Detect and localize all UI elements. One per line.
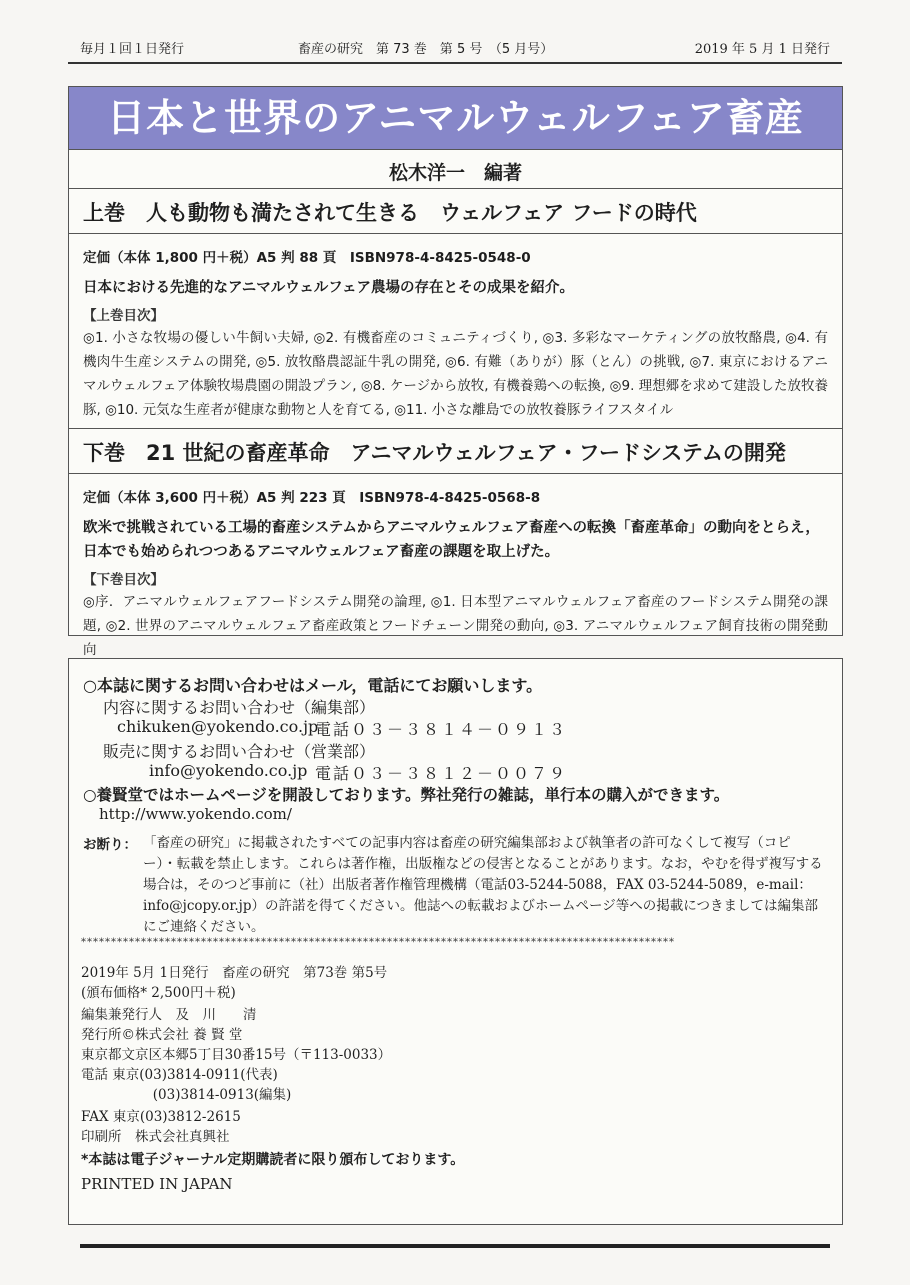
notice-text: 「畜産の研究」に掲載されたすべての記事内容は畜産の研究編集部および執筆者の許可なくして複写（コピー）・転載を禁止します。これらは著作権，出版権などの侵害となることがあります。なお，やむを得ず複写する場合は，そのつど事前に（社）出版者著作権管理機構（電話03-5244-5088，FAX 03-5244-5089，e-mail：info@jcopy.or.jp）の許諾を得てください。他誌への転載およびホームページ等への掲載につきましては編集部にご連絡ください。 xyxy=(143,835,823,935)
vol2-heading: 下巻 21 世紀の畜産革命 アニマルウェルフェア・フードシステムの開発 xyxy=(69,428,842,474)
colophon-line: 東京都文京区本郷5丁目30番15号（〒113-0033） xyxy=(81,1047,392,1063)
copyright-notice xyxy=(83,833,823,938)
vol1-toc: ◎1. 小さな牧場の優しい牛飼い夫婦, ◎2. 有機畜産のコミュニティづくり, ◎3. 多彩なマーケティングの放牧酪農, ◎4. 有機肉牛生産システムの開発, ◎5. 放牧酪農認証牛乳の開発, ◎6. 有難（ありが）豚（とん）の挑戦, ◎7. 東京におけるアニマルウェルフェア体験牧場農園の開設プラン, ◎8. ケージから放牧, 有機養鶏への転換, ◎9. 理想郷を求めて建設した放牧養豚, ◎10. 元気な生産者が健康な動物と人を育てる, ◎11. 小さな離島での放牧養豚ライフスタイル xyxy=(83,330,828,418)
sales-email[interactable]: info@yokendo.co.jp xyxy=(149,761,308,780)
sales-phone: 電話０３－３８１２－００７９ xyxy=(315,764,568,783)
header-rule xyxy=(68,62,842,64)
issue-frequency: 毎月１回１日発行 xyxy=(80,42,185,57)
vol1-description: 日本における先進的なアニマルウェルフェア農場の存在とその成果を紹介。 xyxy=(83,280,574,296)
ad-title: 日本と世界のアニマルウェルフェア畜産 xyxy=(69,87,842,150)
notice-label: お断り： xyxy=(83,837,137,853)
colophon-line: (03)3814-0913(編集) xyxy=(81,1087,292,1103)
colophon-line: 発行所©株式会社 養 賢 堂 xyxy=(81,1027,243,1043)
colophon-line: (頒布価格* 2,500円＋税) xyxy=(81,985,236,1001)
colophon-line: FAX 東京(03)3812-2615 xyxy=(81,1109,241,1125)
distribution-note: *本誌は電子ジャーナル定期購読者に限り頒布しております。 xyxy=(81,1152,465,1168)
book-advertisement xyxy=(68,86,843,658)
bottom-rule xyxy=(80,1244,830,1248)
vol2-toc-label: 【下巻目次】 xyxy=(83,572,164,588)
colophon-line: 編集兼発行人 及 川 清 xyxy=(81,1007,257,1023)
vol2-toc: ◎序．アニマルウェルフェアフードシステム開発の論理, ◎1. 日本型アニマルウェルフェア畜産のフードシステム開発の課題, ◎2. 世界のアニマルウェルフェア畜産政策とフードチェーン開発の動向, ◎3. アニマルウェルフェア飼育技術の開発動向 xyxy=(83,594,828,658)
content-email[interactable]: chikuken@yokendo.co.jp xyxy=(117,717,319,736)
colophon-line: 電話 東京(03)3814-0911(代表) xyxy=(81,1067,278,1083)
colophon-line: 印刷所 株式会社真興社 xyxy=(81,1129,230,1145)
vol1-price: 定価（本体 1,800 円＋税）A5 判 88 頁 ISBN978-4-8425-0548-0 xyxy=(83,250,531,266)
vol2-price: 定価（本体 3,600 円＋税）A5 判 223 頁 ISBN978-4-8425-0568-8 xyxy=(83,490,541,506)
separator-stars: *************************************************************************************************** xyxy=(81,937,675,948)
vol1-heading: 上巻 人も動物も満たされて生きる ウェルフェア フードの時代 xyxy=(69,188,842,234)
inquiry-line: ○本誌に関するお問い合わせはメール，電話にてお願いします。 xyxy=(83,676,543,695)
colophon-line: 2019年 5月 1日発行 畜産の研究 第73巻 第5号 xyxy=(81,965,388,981)
homepage-url[interactable]: http://www.yokendo.com/ xyxy=(99,805,292,823)
content-inquiry-label: 内容に関するお問い合わせ（編集部） xyxy=(103,698,376,717)
sales-inquiry-label: 販売に関するお問い合わせ（営業部） xyxy=(103,742,376,761)
homepage-line: ○養賢堂ではホームページを開設しております。弊社発行の雑誌，単行本の購入ができます。 xyxy=(83,786,730,804)
ad-editor: 松木洋一 編著 xyxy=(388,162,522,184)
content-phone: 電話０３－３８１４－０９１３ xyxy=(315,720,568,739)
journal-issue-info: 畜産の研究 第 73 巻 第 5 号 （5 月号） xyxy=(298,42,554,57)
issue-date: 2019 年 5 月 1 日発行 xyxy=(694,42,830,57)
info-box xyxy=(68,658,843,1225)
printed-in-japan: PRINTED IN JAPAN xyxy=(81,1175,233,1193)
vol2-description: 欧米で挑戦されている工場的畜産システムからアニマルウェルフェア畜産への転換「畜産革命」の動向をとらえ，日本でも始められつつあるアニマルウェルフェア畜産の課題を取上げた。 xyxy=(83,520,820,560)
running-header xyxy=(80,38,830,60)
vol1-toc-label: 【上巻目次】 xyxy=(83,308,164,324)
